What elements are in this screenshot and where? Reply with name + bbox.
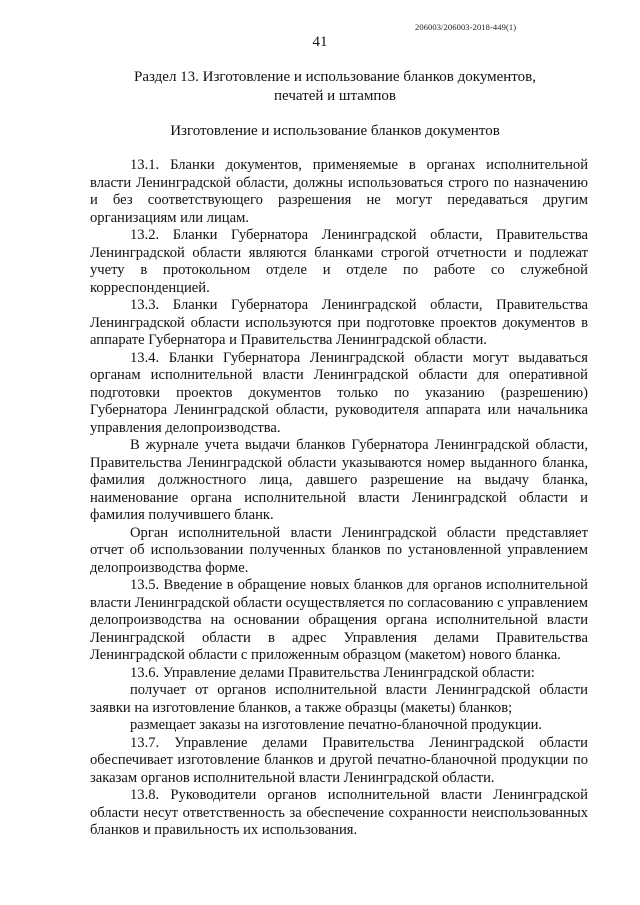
paragraph-13-2: 13.2. Бланки Губернатора Ленинградской области, Правительства Ленинградской области являются бланками строгой отчетности и подлежат учету в протокольном отделе и отделе по работе со служебной корреспонденцией. [90, 227, 588, 296]
paragraph-13-5: 13.5. Введение в обращение новых бланков для органов исполнительной власти Ленинградской области осуществляется по согласованию с управлением делопроизводства на основании обращения органа исполнительной власти Ленинградской области в адрес Управления делами Правительства Ленинградской области с приложенным образцом (макетом) нового бланка. [90, 577, 588, 663]
section-title-line-1: Раздел 13. Изготовление и использование бланков документов, [134, 69, 536, 85]
section-title-line-2: печатей и штампов [274, 88, 396, 104]
document-id: 206003/206003-2018-449(1) [415, 22, 517, 32]
paragraph-13-6: 13.6. Управление делами Правительства Ленинградской области: [130, 664, 535, 681]
paragraph-13-1: 13.1. Бланки документов, применяемые в органах исполнительной власти Ленинградской области, должны использоваться строго по назначению и без соответствующего разрешения не могут передаваться другим организациям или лицам. [90, 157, 588, 226]
paragraph-13-8: 13.8. Руководители органов исполнительной власти Ленинградской области несут ответственность за обеспечение сохранности неиспользованных бланков и правильность их использования. [90, 787, 588, 838]
paragraph-13-7: 13.7. Управление делами Правительства Ленинградской области обеспечивает изготовление бланков и другой печатно-бланочной продукции по заказам органов исполнительной власти Ленинградской области. [90, 734, 588, 786]
paragraph-13-4: 13.4. Бланки Губернатора Ленинградской области могут выдаваться органам исполнительной власти Ленинградской области для оперативной подготовки проектов документов только по указанию (разрешению) Губернатора Ленинградской области, руководителя аппарата или начальника управления делопроизводства. [90, 349, 588, 436]
subsection-title: Изготовление и использование бланков документов [170, 123, 500, 139]
paragraph-13-4-report: Орган исполнительной власти Ленинградской области представляет отчет об использовании полученных бланков по установленной управлением делопроизводства форме. [90, 524, 588, 576]
paragraph-13-4-journal: В журнале учета выдачи бланков Губернатора Ленинградской области, Правительства Ленинградской области указываются номер выданного бланка, фамилия должностного лица, давшего разрешение на выдачу бланка, наименование органа исполнительной власти Ленинградской области и фамилия получившего бланк. [90, 437, 588, 523]
paragraph-13-6-item-2: размещает заказы на изготовление печатно-бланочной продукции. [130, 717, 543, 733]
paragraph-13-3: 13.3. Бланки Губернатора Ленинградской области, Правительства Ленинградской области используются при подготовке проектов документов в аппарате Губернатора и Правительства Ленинградской области. [90, 297, 588, 348]
section-title [90, 68, 580, 106]
page-number: 41 [312, 34, 328, 50]
document-body [90, 157, 588, 840]
paragraph-13-6-item-1: получает от органов исполнительной власти Ленинградской области заявки на изготовление бланков, а также образцы (макеты) бланков; [90, 682, 588, 716]
